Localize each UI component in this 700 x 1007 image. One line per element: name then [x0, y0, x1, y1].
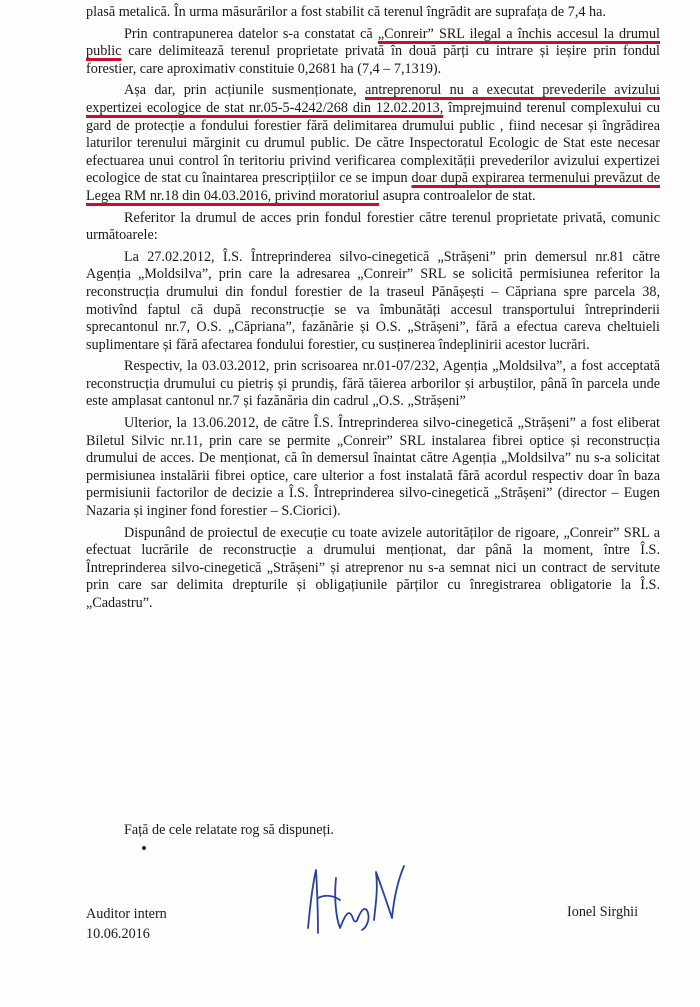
paragraph	[86, 26, 660, 79]
document-date: 10.06.2016	[86, 926, 150, 942]
document-body	[86, 4, 660, 617]
text-segment: Respectiv, la 03.03.2012, prin scrisoarea nr.01-07/232, Agenția „Moldsilva”, a fost acceptată reconstrucția drumului cu pietriș și prundiș, fără tăierea arborilor și arbuștilor, până în parcela unde este amplasat cantonul nr.7 și fazănăria din cadrul „O.S. „Strășeni”	[86, 358, 660, 410]
text-segment: Așa dar, prin acțiunile susmenționate,	[124, 82, 365, 99]
signature-role-block	[86, 904, 167, 944]
text-segment: La 27.02.2012, Î.S. Întreprinderea silvo-cinegetică „Strășeni” prin demersul nr.81 către Agenția „Moldsilva”, prin care la adresarea „Conreir” SRL se solicită permisiunea referitor la reconstrucția drumului din fondul forestier de la traseul Pănășești – Căpriana spre parcela 38, motivînd faptul că după reconstrucție se va îmbunătăți accesul transportului întreprinderii sprecantonul nr.7, O.S. „Căpriana”, fazănărie și O.S. „Strășeni”, fără a efectua careva cheltuieli suplimentare și fără afectarea fondului forestier, cu susținerea îndeplinirii acestor lucrări.	[86, 248, 660, 353]
underlined-text: antreprenorul nu a executat prevederile avizului expertizei ecologice de stat nr.05-5-4242/268 din 12.02.2013,	[86, 82, 660, 116]
signatory-name: Ionel Sirghii	[567, 904, 639, 920]
paragraph	[86, 525, 660, 613]
paragraph	[86, 415, 660, 521]
auditor-role: Auditor intern	[86, 906, 167, 922]
underlined-text: doar după expirarea termenului prevăzut de Legea RM nr.18 din 04.03.2016, privind moratoriul	[86, 170, 660, 204]
text-segment: Prin contrapunerea datelor s-a constatat că	[124, 25, 378, 42]
handwritten-signature	[296, 858, 416, 948]
paragraph	[86, 358, 660, 411]
text-segment: împrejmuind terenul complexului cu gard de protecție a fondului forestier fără delimitarea drumului public , fiind necesar și îngrădirea laturilor terenului mărginit cu drumul public. De către Inspectoratul Ecologic de Stat este necesar efectuarea unui control în teritoriu privind verificarea complexității prevederilor avizului expertizei ecologice de stat cu înaintarea prescripțiilor ce se impun	[86, 99, 661, 187]
paragraph	[86, 4, 660, 22]
ink-dot	[142, 846, 146, 850]
underlined-text: „Conreir” SRL ilegal a închis accesul la drumul public	[86, 25, 661, 60]
text-segment: plasă metalică. În urma măsurărilor a fost stabilit că terenul îngrădit are suprafața de 7,4 ha.	[86, 4, 606, 20]
text-segment: Referitor la drumul de acces prin fondul forestier către terenul proprietate privată, comunic următoarele:	[86, 209, 660, 244]
text-segment: Ulterior, la 13.06.2012, de către Î.S. Întreprinderea silvo-cinegetică „Strășeni” a fost eliberat Biletul Silvic nr.11, prin care se permite „Conreir” SRL instalarea fibrei optice și reconstrucția drumului de acces. De menționat, că în demersul înaintat către Agenția „Moldsilva” nu s-a solicitat permisiunea instalării fibrei optice, care ulterior a fost instalată fără acordul respectiv doar în baza permisiunii factorilor de decizie a Î.S. Întreprinderea silvo-cinegetică „Strășeni” (director – Eugen Nazaria și inginer fond forestier – S.Ciorici).	[86, 415, 660, 520]
closing-line: Față de cele relatate rog să dispuneți.	[124, 822, 334, 838]
paragraph	[86, 82, 660, 205]
text-segment: Dispunând de proiectul de execuție cu toate avizele autorităților de rigoare, „Conreir” SRL a efectuat lucrările de reconstrucție a drumului menționat, dar până la moment, între Î.S. Întreprinderea silvo-cinegetică „Strășeni” și atreprenor nu s-a semnat nici un contract de servitute prin care sar delimita drepturile și obligațiunile părților cu înregistrarea obligatorie la Î.S. „Cadastru”.	[86, 524, 660, 611]
text-segment: asupra controalelor de stat.	[379, 187, 536, 204]
text-segment: care delimitează terenul proprietate privată în două părți cu intrare și ieșire prin fondul forestier, care aproximativ constituie 0,2681 ha (7,4 – 7,1319).	[86, 43, 660, 77]
paragraph	[86, 210, 660, 245]
paragraph	[86, 249, 660, 355]
